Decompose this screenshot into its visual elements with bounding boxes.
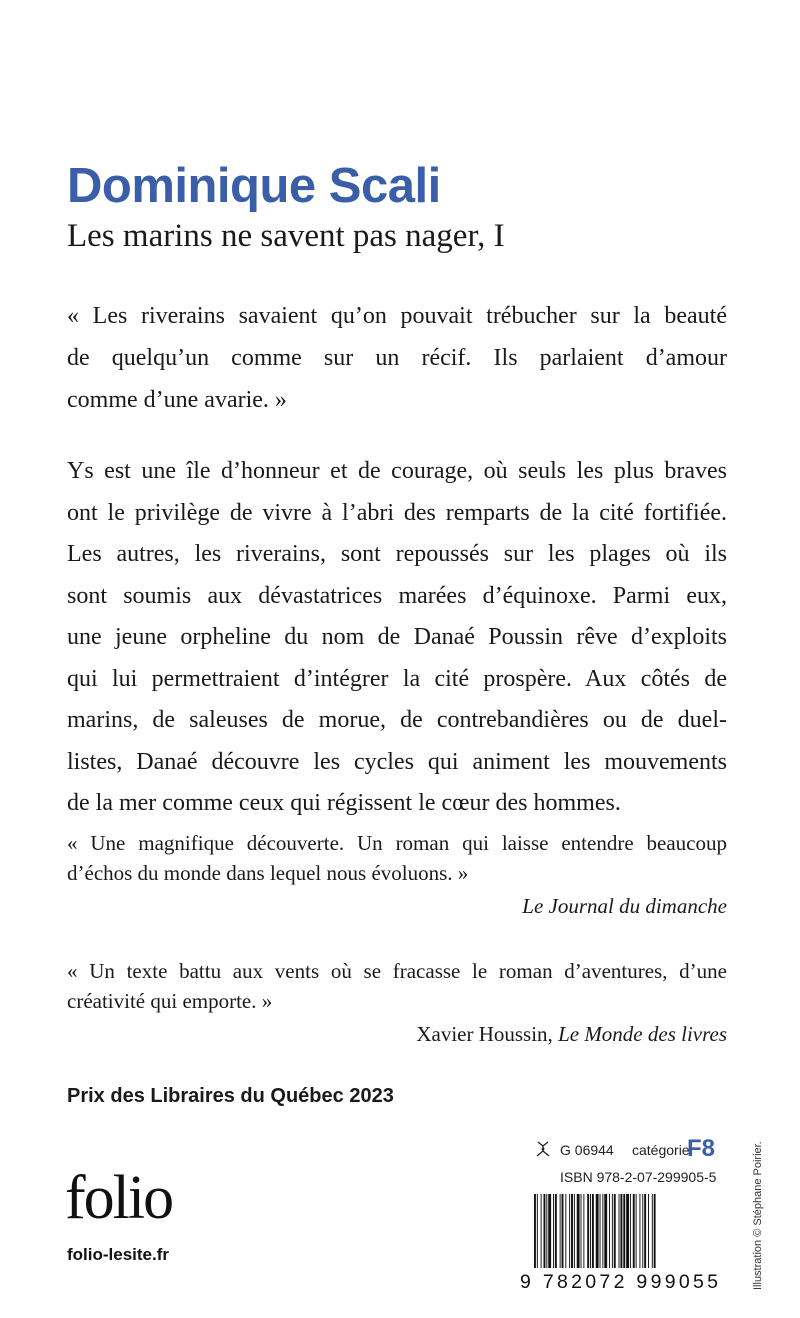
press-quote-jdd xyxy=(67,828,727,921)
folio-logo: folio xyxy=(65,1164,173,1232)
barcode-bar xyxy=(548,1194,551,1268)
publisher-website: folio-lesite.fr xyxy=(67,1245,170,1264)
excerpt-line: « Les riverains savaient qu’on pouvait trébucher sur la beauté xyxy=(67,303,727,329)
barcode-bar xyxy=(541,1194,542,1268)
barcode-bar xyxy=(614,1194,616,1268)
barcode-bar xyxy=(592,1194,594,1268)
barcode-bar xyxy=(577,1194,580,1268)
barcode-bar xyxy=(636,1194,637,1268)
synopsis-line: Ys est une île d’honneur et de courage, où seuls les plus braves xyxy=(67,458,727,484)
category-label: catégorie xyxy=(632,1142,690,1158)
barcode-bar xyxy=(604,1194,607,1268)
barcode-bar xyxy=(633,1194,635,1268)
barcode-bar xyxy=(652,1194,653,1268)
barcode-bar xyxy=(560,1194,561,1268)
book-title: Les marins ne savent pas nager, I xyxy=(67,218,505,254)
barcode-bar xyxy=(590,1194,591,1268)
barcode-bar xyxy=(546,1194,547,1268)
barcode-bar xyxy=(544,1194,546,1268)
barcode-bar xyxy=(562,1194,564,1268)
barcode-bar xyxy=(569,1194,570,1268)
gallimard-emblem-icon xyxy=(535,1140,551,1158)
synopsis-line: ont le privilège de vivre à l’abri des remparts de la cité fortifiée. xyxy=(67,499,727,526)
barcode-bar xyxy=(583,1194,584,1268)
catalog-line xyxy=(535,1136,715,1164)
press-quote-source: Le Journal du dimanche xyxy=(522,894,727,918)
press-quote-line: « Une magnifique découverte. Un roman qui laisse entendre beaucoup xyxy=(67,831,727,855)
press-quote-source xyxy=(67,1019,727,1049)
barcode-bar xyxy=(574,1194,575,1268)
barcode-bar xyxy=(537,1194,538,1268)
author-name: Dominique Scali xyxy=(67,159,441,213)
excerpt-quote xyxy=(67,295,727,421)
barcode-bar xyxy=(626,1194,629,1268)
barcode-bar xyxy=(602,1194,603,1268)
barcode-bar xyxy=(609,1194,610,1268)
price-code: F8 xyxy=(687,1135,716,1162)
barcode-bar xyxy=(623,1194,625,1268)
press-quote-source-author: Xavier Houssin, xyxy=(416,1022,559,1046)
synopsis-line: marins, de saleuses de morue, de contrebandières ou de duel- xyxy=(67,707,727,733)
synopsis-line: Les autres, les riverains, sont repoussés sur les plages où ils xyxy=(67,541,727,567)
barcode-bar xyxy=(619,1194,620,1268)
press-quote-line: « Un texte battu aux vents où se fracasse le roman d’aventures, d’une xyxy=(67,959,727,983)
barcode-bar xyxy=(555,1194,557,1268)
barcode-bar xyxy=(612,1194,613,1268)
barcode-bar xyxy=(534,1194,536,1268)
press-quote-line: d’échos du monde dans lequel nous évoluons. » xyxy=(67,861,469,885)
isbn: ISBN 978-2-07-299905-5 xyxy=(560,1169,717,1185)
barcode-bar xyxy=(581,1194,582,1268)
barcode-bar xyxy=(639,1194,640,1268)
illustration-credit: Illustration © Stéphane Poirier. xyxy=(752,1141,764,1290)
award-line: Prix des Libraires du Québec 2023 xyxy=(67,1085,394,1107)
excerpt-line: de quelqu’un comme sur un récif. Ils parlaient d’amour xyxy=(67,345,727,371)
barcode-digits: 9 782072 999055 xyxy=(520,1271,718,1292)
barcode-bar xyxy=(644,1194,646,1268)
synopsis-line: de la mer comme ceux qui régissent le cœur des hommes. xyxy=(67,790,621,816)
press-quote-le-monde xyxy=(67,956,727,1049)
barcode-bar xyxy=(620,1194,622,1268)
barcode-bar xyxy=(571,1194,573,1268)
barcode-bars xyxy=(534,1194,656,1268)
synopsis-line: une jeune orpheline du nom de Danaé Poussin rêve d’exploits xyxy=(67,624,727,650)
barcode-bar xyxy=(553,1194,554,1268)
barcode-bar xyxy=(630,1194,631,1268)
catalog-code: G 06944 xyxy=(560,1142,614,1158)
barcode-bar xyxy=(596,1194,599,1268)
press-quote-source-publication: Le Monde des livres xyxy=(558,1022,727,1046)
synopsis-line: qui lui permettraient d’intégrer la cité prospère. Aux côtés de xyxy=(67,665,727,692)
excerpt-line: comme d’une avarie. » xyxy=(67,387,287,413)
synopsis-line: sont soumis aux dévastatrices marées d’équinoxe. Parmi eux, xyxy=(67,582,727,609)
barcode-bar xyxy=(642,1194,643,1268)
barcode-bar xyxy=(565,1194,566,1268)
press-quote-line: créativité qui emporte. » xyxy=(67,989,273,1013)
synopsis xyxy=(67,451,727,825)
barcode-bar xyxy=(654,1194,656,1268)
barcode-bar xyxy=(600,1194,601,1268)
barcode-bar xyxy=(648,1194,649,1268)
barcode-bar xyxy=(587,1194,589,1268)
barcode xyxy=(520,1192,720,1292)
synopsis-line: listes, Danaé découvre les cycles qui animent les mouvements xyxy=(67,748,727,775)
